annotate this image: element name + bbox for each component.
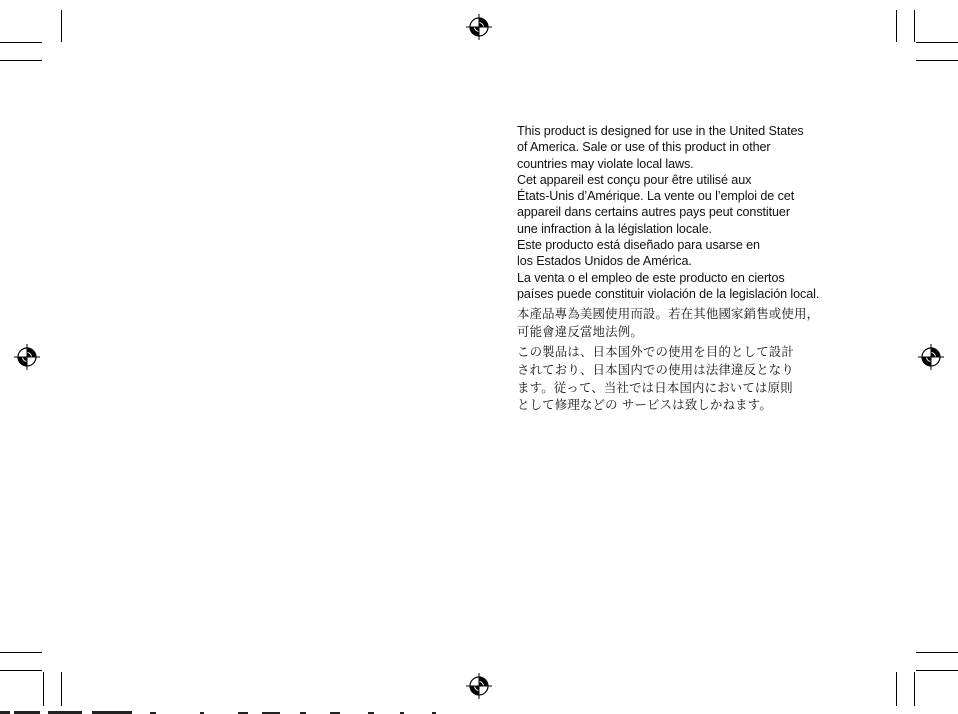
crop-mark-bottom-left (0, 653, 62, 707)
crop-mark-top-right (897, 10, 958, 61)
notice-line: appareil dans certains autres pays peut constituer (517, 205, 790, 220)
legal-notice (517, 123, 857, 414)
notice-line: une infraction à la législation locale. (517, 221, 712, 236)
registration-mark-left (14, 344, 40, 370)
notice-line: This product is designed for use in the United States (517, 124, 804, 138)
registration-mark-top (466, 14, 492, 40)
notice-japanese (517, 343, 857, 413)
notice-line: los Estados Unidos de América. (517, 254, 692, 269)
notice-spanish (517, 237, 857, 302)
registration-mark-right (918, 344, 944, 370)
notice-line: 可能會違反當地法例。 (517, 323, 643, 339)
printer-slug (0, 708, 958, 714)
notice-line: として修理などの サービスは致しかねます。 (517, 397, 772, 413)
notice-line: countries may violate local laws. (517, 156, 694, 171)
notice-line: Cet appareil est conçu pour être utilisé aux (517, 172, 752, 187)
notice-line: ます。従って、当社では日本国内においては原則 (517, 379, 793, 395)
notice-line: La venta o el empleo de este producto en ciertos (517, 270, 785, 285)
notice-line: États-Unis d’Amérique. La vente ou l’emploi de cet (517, 189, 795, 204)
crop-mark-bottom-right (897, 653, 958, 707)
notice-line: されており、日本国内での使用は法律違反となり (517, 362, 794, 378)
notice-line: この製品は、日本国外での使用を目的として設計 (517, 344, 794, 360)
notice-line: 本產品專為美國使用而設。若在其他國家銷售或使用， (517, 306, 820, 322)
notice-french (517, 172, 857, 237)
notice-line: of America. Sale or use of this product in other (517, 140, 771, 155)
notice-chinese (517, 305, 857, 340)
notice-english (517, 123, 857, 172)
notice-line: países puede constituir violación de la legislación local. (517, 286, 820, 301)
crop-mark-top-left (0, 10, 62, 61)
registration-mark-bottom (466, 673, 492, 699)
notice-line: Este producto está diseñado para usarse en (517, 238, 760, 253)
